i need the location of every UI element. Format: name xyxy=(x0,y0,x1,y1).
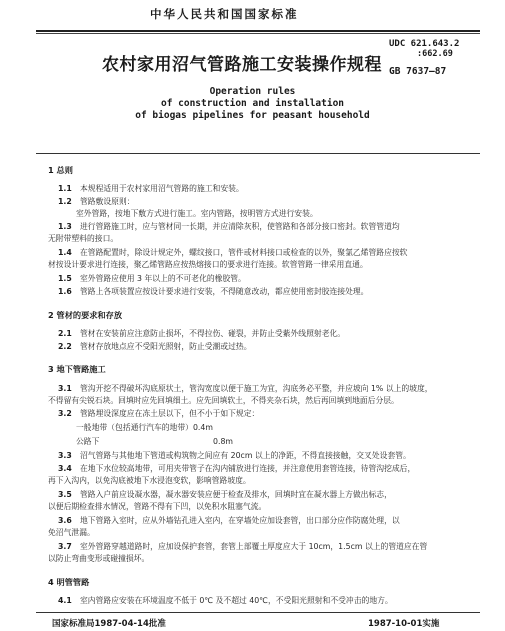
clause-4-1-text: 室内管路应安装在环境温度不低于 0℃ 及不超过 40℃，不受阳光照射和不受冲击的地方。 xyxy=(80,596,393,605)
clause-2-1-text: 管材在安装前应注意防止损坏，不得拉伤、碰裂，并防止受紫外线照射老化。 xyxy=(80,329,346,338)
clause-number: 4.1 xyxy=(58,596,72,605)
header-rule xyxy=(36,30,480,32)
clause-number: 1.3 xyxy=(58,222,72,231)
clause-3-3-text: 沼气管路与其他地下管道或构筑物之间应有 20cm 以上的净距，不得直接接触，交叉处设套管。 xyxy=(80,451,411,460)
clause-number: 1.4 xyxy=(58,248,72,257)
clause-3-7-text: 室外管路穿越道路时，应加设保护套管，套管上部覆土厚度应大于 10cm，1.5cm 以上的管道应在管 xyxy=(80,542,428,551)
clause-number: 3.6 xyxy=(58,516,72,525)
clause-3-4-text: 在地下水位较高地带，可用夹带管子在沟内铺放进行连接，并注意使用套管连接，待管沟挖成后， xyxy=(80,464,416,473)
burial-depth-road-value: 0.8m xyxy=(213,437,233,446)
section-4-heading: 4 明管管路 xyxy=(48,577,90,587)
clause-1-4-text: 在管路配置时，除设计规定外，螺纹接口，管件或材料接口或检查的以外，聚氯乙烯管路应按软 xyxy=(80,248,408,257)
burial-depth-road-label: 公路下 xyxy=(76,437,100,446)
clause-number: 3.4 xyxy=(58,464,72,473)
document-title-english-line3: of biogas pipelines for peasant household xyxy=(135,110,370,121)
clause-1-2-text: 管路敷设原则： xyxy=(80,197,135,206)
clause-1-4-continuation: 材按设计要求进行连接，聚乙烯管路应按热熔接口的要求进行连接。软管管路一律采用直通。 xyxy=(48,260,368,269)
clause-number: 1.1 xyxy=(58,184,72,193)
clause-3-7-continuation: 以防止弯曲变形或碰撞损坏。 xyxy=(48,554,150,563)
clause-1-5-text: 室外管路应使用 3 年以上的不可老化的橡胶管。 xyxy=(80,274,246,283)
title-separator-rule xyxy=(36,153,480,154)
clause-1-2-body: 室外管路，按地下敷方式进行施工。室内管路，按明管方式进行安装。 xyxy=(76,209,318,218)
clause-number: 1.6 xyxy=(58,287,72,296)
clause-3-5-text: 管路入户前应设凝水器，凝水器安装应便于检查及排水，回填时宜在凝水器上方做出标志， xyxy=(80,490,392,499)
clause-number: 3.2 xyxy=(58,409,72,418)
clause-number: 1.2 xyxy=(58,197,72,206)
clause-number: 3.7 xyxy=(58,542,72,551)
clause-number: 3.3 xyxy=(58,451,72,460)
document-title-chinese: 农村家用沼气管路施工安装操作规程 xyxy=(102,55,382,75)
clause-number: 3.1 xyxy=(58,384,72,393)
document-title-english-line1: Operation rules xyxy=(209,86,296,97)
clause-3-1-continuation: 不得留有尖锐石块。回填时应先回填细土。应先回填软土，不得夹杂石块，然后再回填到地面后分层。 xyxy=(48,396,399,405)
clause-number: 3.5 xyxy=(58,490,72,499)
burial-depth-general: 一般地带（包括通行汽车的地带）0.4m xyxy=(76,423,213,432)
clause-3-1-text: 管沟开挖不得破坏沟底原状土，管沟宽度以便于施工为宜，沟底务必平整，并应坡向 1% 以上的坡度， xyxy=(80,384,433,393)
document-title-english-line2: of construction and installation xyxy=(160,98,345,109)
clause-3-5-continuation: 以便后期检查排水情况，管路不得有下凹，以免积水阻塞气流。 xyxy=(48,502,267,511)
clause-1-3-text: 进行管路施工时，应与管材同一长期，并应清除灰积，使管路和各部分接口密封。软管管道均 xyxy=(80,222,400,231)
clause-3-6-continuation: 免沼气泄漏。 xyxy=(48,528,95,537)
header-rule-thin xyxy=(36,33,480,34)
clause-3-6-text: 地下管路入室时，应从外墙钻孔进入室内，在穿墙处应加设套管，出口部分应作防腐处理，以 xyxy=(80,516,400,525)
clause-1-6-text: 管路上各项装置应按设计要求进行安装，不得随意改动，都应使用密封胶连接处理。 xyxy=(80,287,369,296)
standard-organization-header: 中华人民共和国国家标准 xyxy=(150,7,299,21)
effective-date: 1987-10-01实施 xyxy=(368,619,440,629)
clause-3-2-text: 管路埋设深度应在冻土层以下，但不小于如下规定： xyxy=(80,409,260,418)
section-2-heading: 2 管材的要求和存放 xyxy=(48,310,123,320)
clause-number: 2.1 xyxy=(58,329,72,338)
clause-3-4-continuation: 再下入沟内，以免沟底被地下水浸泡变软，影响管路坡度。 xyxy=(48,476,251,485)
clause-1-1-text: 本规程适用于农村家用沼气管路的施工和安装。 xyxy=(80,184,244,193)
footer-rule xyxy=(36,612,480,613)
gb-standard-number: GB 7637—87 xyxy=(389,66,447,77)
section-1-heading: 1 总则 xyxy=(48,165,73,175)
clause-number: 2.2 xyxy=(58,342,72,351)
udc-code-line2: :662.69 xyxy=(417,49,453,59)
section-3-heading: 3 地下管路施工 xyxy=(48,364,106,374)
udc-code-line1: UDC 621.643.2 xyxy=(389,39,460,49)
approval-date: 国家标准局1987-04-14批准 xyxy=(52,619,166,629)
clause-2-2-text: 管材存放地点应不受阳光照射，防止受潮或过热。 xyxy=(80,342,252,351)
clause-1-3-continuation: 无附带塑料的接口。 xyxy=(48,234,119,243)
clause-number: 1.5 xyxy=(58,274,72,283)
